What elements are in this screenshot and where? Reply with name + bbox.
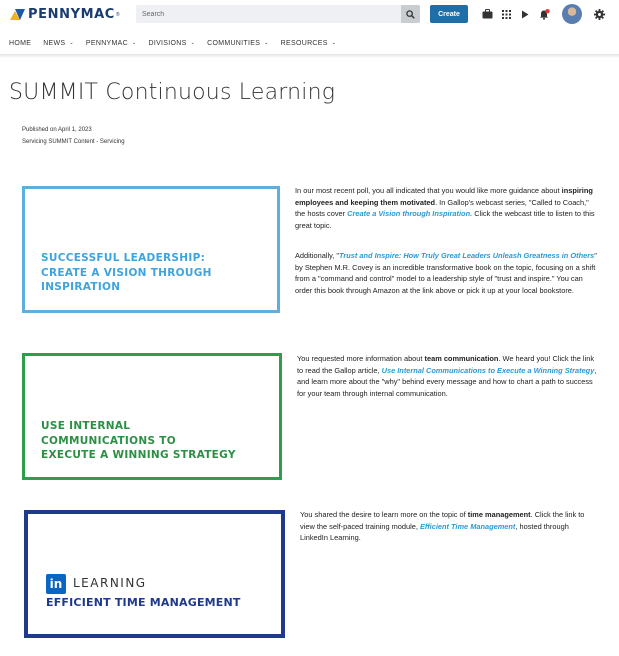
banner-title-line: USE INTERNAL [41, 420, 131, 432]
communications-banner[interactable] [22, 353, 282, 480]
chevron-down-icon: ⌄ [69, 40, 74, 46]
logo-text: PENNYMAC [28, 7, 115, 22]
chevron-down-icon: ⌄ [331, 40, 337, 46]
pennymac-logo[interactable] [10, 7, 120, 22]
settings-button[interactable] [593, 8, 605, 20]
leadership-paragraph-2: Additionally, "Trust and Inspire: How Truly Great Leaders Unleash Greatness in Others" by Stephen M.R. Covey is an incredible transformative book on the topic, focusing on a shift from a "command and control" model to a leadership style of "trust and inspire." You can order this book through Amazon at the link above or pick it up at your local bookstore. [295, 251, 597, 295]
gear-icon [594, 9, 605, 20]
logo-mark-icon [10, 9, 24, 21]
published-date: Published on April 1, 2023 [22, 127, 92, 133]
nav-divider [0, 54, 619, 58]
briefcase-button[interactable] [481, 8, 493, 20]
nav-item-news[interactable] [43, 40, 74, 47]
page-title: SUMMIT Continuous Learning [9, 80, 336, 105]
leadership-banner[interactable] [22, 186, 280, 313]
communications-paragraph: You requested more information about team communication. We heard you! Click the link to read the Gallop article, Use Internal Communications to Execute a Winning Strategy, and learn more about the "why" behind every message and how to chart a path to success for your team through internal communication. [297, 354, 597, 398]
content-category: Servicing SUMMIT Content - Servicing [22, 139, 125, 145]
banner-title-line: SUCCESSFUL LEADERSHIP: [41, 252, 206, 264]
briefcase-icon [482, 9, 493, 19]
apps-grid-icon [502, 10, 511, 19]
search-icon [406, 10, 415, 19]
nav-item-home[interactable] [9, 40, 31, 47]
create-button[interactable]: Create [430, 5, 468, 23]
vision-webcast-link[interactable]: Create a Vision through Inspiration. [347, 209, 473, 218]
efficient-time-management-link[interactable]: Efficient Time Management [419, 521, 516, 531]
nav-item-communities[interactable] [207, 40, 269, 47]
time-management-banner-title: EFFICIENT TIME MANAGEMENT [46, 596, 241, 609]
banner-title-line: CREATE A VISION THROUGH [41, 266, 212, 279]
banner-title-line: COMMUNICATIONS TO [41, 434, 176, 447]
nav-item-resources[interactable] [281, 40, 337, 47]
search-button[interactable] [401, 5, 420, 23]
notifications-button[interactable] [538, 8, 550, 20]
nav-item-label: DIVISIONS [148, 39, 187, 47]
banner-title-line: EXECUTE A WINNING STRATEGY [41, 449, 236, 461]
chevron-down-icon: ⌄ [190, 40, 196, 46]
leadership-paragraph-1: In our most recent poll, you all indicated that you would like more guidance about inspiring employees and keeping them motivated. In Gallop's webcast series, "Called to Coach," the hosts cover Create a Vision through Inspiration. Click the webcast title to listen to this great topic. [295, 186, 595, 230]
nav-item-label: RESOURCES [280, 39, 328, 47]
notifications-bell-icon [539, 9, 550, 20]
nav-item-label: HOME [9, 39, 32, 47]
nav-item-label: NEWS [43, 39, 66, 47]
chevron-down-icon: ⌄ [131, 40, 137, 46]
nav-item-divisions[interactable] [148, 40, 195, 47]
nav-item-label: PENNYMAC [85, 39, 128, 47]
internal-communications-article-link[interactable]: Use Internal Communications to Execute a Winning Strategy [381, 365, 595, 375]
nav-item-label: COMMUNITIES [207, 39, 261, 47]
linkedin-icon: in [46, 574, 66, 594]
leadership-banner-title [41, 251, 212, 295]
video-button[interactable] [519, 8, 531, 20]
linkedin-learning-label: LEARNING [73, 576, 147, 590]
chevron-down-icon: ⌄ [264, 40, 269, 46]
search-bar [136, 5, 420, 23]
nav-item-pennymac[interactable] [86, 40, 137, 47]
avatar[interactable] [562, 4, 582, 24]
search-input[interactable] [136, 5, 398, 23]
main-nav [0, 32, 619, 54]
banner-title-line: INSPIRATION [41, 281, 121, 293]
logo-trademark: ® [115, 11, 120, 18]
time-management-paragraph: You shared the desire to learn more on the topic of time management. Click the link to view the self-paced training module, Efficient Time Management, hosted through LinkedIn Learning. [300, 510, 585, 542]
top-header [0, 0, 619, 30]
apps-button[interactable] [500, 8, 512, 20]
play-icon [521, 10, 529, 19]
trust-and-inspire-book-link[interactable]: Trust and Inspire: How Truly Great Leaders Unleash Greatness in Others [338, 251, 595, 260]
communications-banner-title [41, 419, 236, 463]
